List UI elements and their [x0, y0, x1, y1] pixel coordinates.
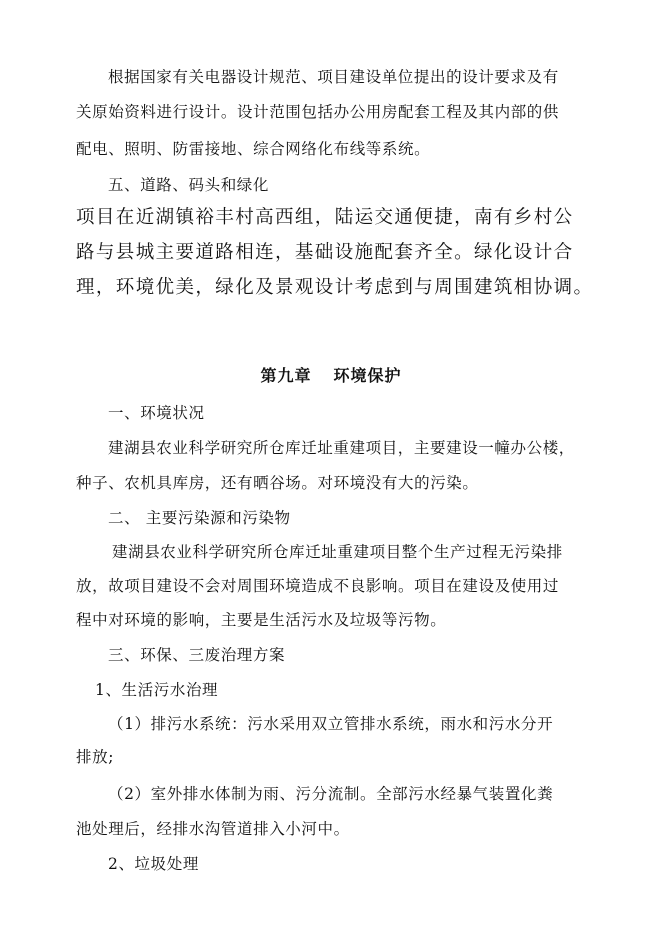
paragraph-line: 种子、农机具库房，还有晒谷场。对环境没有大的污染。 [76, 474, 479, 492]
chapter-name: 环境保护 [333, 366, 402, 385]
list-item-line: （1）排污水系统：污水采用双立管排水系统，雨水和污水分开 [108, 715, 554, 733]
section-heading: 二、 主要污染源和污染物 [108, 509, 291, 527]
section-heading: 三、环保、三废治理方案 [108, 646, 286, 664]
paragraph-line: 项目在近湖镇裕丰村高西组，陆运交通便捷，南有乡村公 [76, 207, 574, 228]
paragraph-line: 根据国家有关电器设计规范、项目建设单位提出的设计要求及有 [108, 68, 559, 86]
section-heading: 一、环境状况 [108, 404, 205, 422]
paragraph-line: 放，故项目建设不会对周围环境造成不良影响。项目在建设及使用过 [76, 577, 560, 595]
subsection-heading: 1、生活污水治理 [95, 681, 219, 699]
list-item-line: 池处理后，经排水沟管道排入小河中。 [76, 820, 350, 838]
paragraph-line: 关原始资料进行设计。设计范围包括办公用房配套工程及其内部的供 [76, 103, 560, 121]
paragraph-line: 路与县城主要道路相连，基础设施配套齐全。绿化设计合 [76, 242, 574, 263]
section-heading: 五、道路、码头和绿化 [108, 176, 270, 194]
paragraph-line: 理，环境优美，绿化及景观设计考虑到与周围建筑相协调。 [76, 277, 594, 298]
paragraph-line: 配电、照明、防雷接地、综合网络化布线等系统。 [76, 140, 431, 158]
list-item-line: （2）室外排水体制为雨、污分流制。全部污水经暴气装置化粪 [108, 785, 554, 803]
chapter-number: 第九章 [260, 366, 312, 385]
paragraph-line: 建湖县农业科学研究所仓库迁址重建项目，主要建设一幢办公楼， [108, 439, 575, 457]
subsection-heading: 2、垃圾处理 [108, 855, 199, 873]
paragraph-line: 建湖县农业科学研究所仓库迁址重建项目整个生产过程无污染排 [112, 543, 563, 561]
list-item-line: 排放; [76, 748, 115, 766]
paragraph-line: 程中对环境的影响，主要是生活污水及垃圾等污物。 [76, 611, 447, 629]
chapter-title [0, 365, 662, 387]
